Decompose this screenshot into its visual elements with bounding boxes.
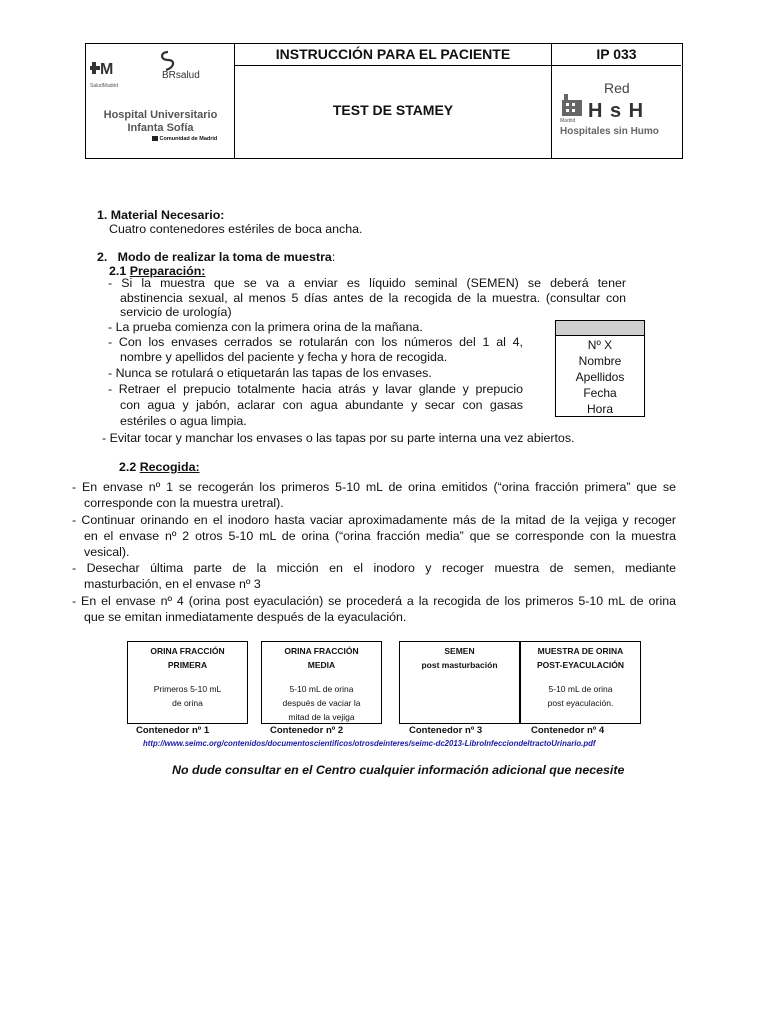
comunidad-madrid [152,136,217,142]
title-cell [235,44,552,158]
label-nombre: Nombre [578,354,622,368]
container-3-title2: post masturbación [421,660,498,670]
container-3-title1: SEMEN [444,646,475,656]
prep-line-1: - Si la muestra que se va a enviar es líquido seminal (SEMEN) se deberá tener [108,276,626,290]
container-2-desc1: 5-10 mL de orina [289,684,354,694]
label-number: Nº X [587,338,613,352]
label-lines [556,336,644,417]
recogida-line-5: vesical). [84,545,130,559]
container-1-desc1: Primeros 5-10 mL [153,684,222,694]
section2-heading-text: 2. Modo de realizar la toma de muestra [97,250,332,264]
document-code: IP 033 [552,44,681,66]
container-1-title1: ORINA FRACCIÓN [150,646,225,656]
recogida-line-3: - Continuar orinando en el inodoro hasta vaciar aproximadamente más de la mitad de la vejiga y recoger [72,513,676,527]
prep-line-10: estériles o agua limpia. [120,414,247,428]
recogida-line-7: masturbación, en el envase nº 3 [84,577,261,591]
container-label-2: Contenedor nº 2 [270,725,344,736]
prep-line-3: servicio de urología) [120,305,232,319]
prep-line-5: - Con los envases cerrados se rotularán con los números del 1 al 4, [108,335,523,349]
label-hora: Hora [586,402,613,416]
red-text: Red [604,80,630,96]
recogida-line-6: - Desechar última parte de la micción en el inodoro y recoger muestra de semen, mediante [72,561,676,575]
hospital-name [86,109,235,135]
container-2-title1: ORINA FRACCIÓN [284,646,359,656]
brsalud-text: BRsalud [162,70,200,81]
container-box-1 [127,641,248,724]
container-label-1: Contenedor nº 1 [136,725,210,736]
hospital-name-line1: Hospital Universitario [103,109,218,121]
reference-link[interactable]: http://www.seimc.org/contenidos/documentoscientificos/otrosdeinteres/seimc-dc2013-LibroInfecciondeltractoUrinario.pdf [143,739,596,748]
prep-line-9: con agua y jabón, aclarar con agua abundante y secar con gasas [120,398,523,412]
container-4-desc2: post eyaculación. [547,698,614,708]
container-4-desc1: 5-10 mL de orina [548,684,613,694]
comunidad-text: Comunidad de Madrid [159,136,218,142]
subsection-2-1-number: 2.1 [109,264,127,278]
container-1-title2: PRIMERA [167,660,208,670]
instruction-title: INSTRUCCIÓN PARA EL PACIENTE [235,44,551,66]
container-1-desc2: de orina [172,698,203,708]
hospital-name-line2: Infanta Sofía [127,122,194,134]
prep-line-6: nombre y apellidos del paciente y fecha y hora de recogida. [120,350,448,364]
prep-line-11: - Evitar tocar y manchar los envases o las tapas por su parte interna una vez abiertos. [102,431,575,445]
salud-madrid-logo [90,58,134,89]
label-fecha: Fecha [583,386,617,400]
subsection-2-1-title: Preparación: [129,264,206,278]
prep-line-7: - Nunca se rotulará o etiquetarán las tapas de los envases. [108,366,432,380]
container-label-example [555,320,645,417]
container-4-title1: MUESTRA DE ORINA [537,646,624,656]
prep-line-4: - La prueba comienza con la primera orina de la mañana. [108,320,423,334]
subsection-2-2-heading [119,460,200,476]
svg-text:M: M [100,61,114,78]
container-box-4 [520,641,641,724]
label-apellidos: Apellidos [575,370,625,384]
building-icon [560,90,584,116]
prep-line-2: abstinencia sexual, al menos 5 días antes de la recogida de la muestra. (consultar con [120,291,626,305]
footer-note: No dude consultar en el Centro cualquier información adicional que necesite [172,763,625,777]
container-4-title2: POST-EYACULACIÓN [536,660,625,670]
section1-heading: 1. Material Necesario: [97,208,225,222]
hospital-logo-cell [86,44,235,158]
subsection-2-2-number: 2.2 [119,460,137,474]
salud-madrid-text: SaludMadrid [90,83,119,89]
label-band [556,321,644,336]
section2-heading-colon: : [331,250,336,264]
document-title: TEST DE STAMEY [332,102,454,118]
subsection-2-2-title: Recogida: [139,460,200,474]
hospitales-sin-humo-logo [558,72,676,152]
recogida-line-1: - En envase nº 1 se recogerán los primeros 5-10 mL de orina emitidos (“orina fracción primera” que se [72,480,676,494]
section1-text: Cuatro contenedores estériles de boca ancha. [109,222,363,236]
document-header [85,43,683,159]
container-box-2 [261,641,382,724]
recogida-line-2: corresponde con la muestra uretral). [84,496,284,510]
prep-line-8: - Retraer el prepucio totalmente hacia atrás y lavar glande y prepucio [108,382,523,396]
recogida-line-4: en el envase nº 2 otros 5-10 mL de orina (“orina fracción media” que se corresponde con la muestra [84,529,676,543]
container-label-4: Contenedor nº 4 [531,725,605,736]
container-2-desc2: después de vaciar la [282,698,361,708]
container-2-title2: MEDIA [307,660,336,670]
brsalud-logo [146,50,200,81]
recogida-line-9: que se emitan inmediatamente después de la eyaculación. [84,610,407,624]
container-2-desc3: mitad de la vejiga [288,712,355,722]
hsh-text: H s H [588,100,645,122]
hospitales-sin-humo-text: Hospitales sin Humo [560,126,659,137]
comunidad-flag-icon [152,136,158,141]
madrid-text: Madrid [560,118,576,124]
container-label-3: Contenedor nº 3 [409,725,483,736]
code-cell [552,44,681,158]
container-box-3 [399,641,520,724]
recogida-line-8: - En el envase nº 4 (orina post eyaculación) se procederá a la recogida de los primeros 5-10 mL de orina [72,594,676,608]
